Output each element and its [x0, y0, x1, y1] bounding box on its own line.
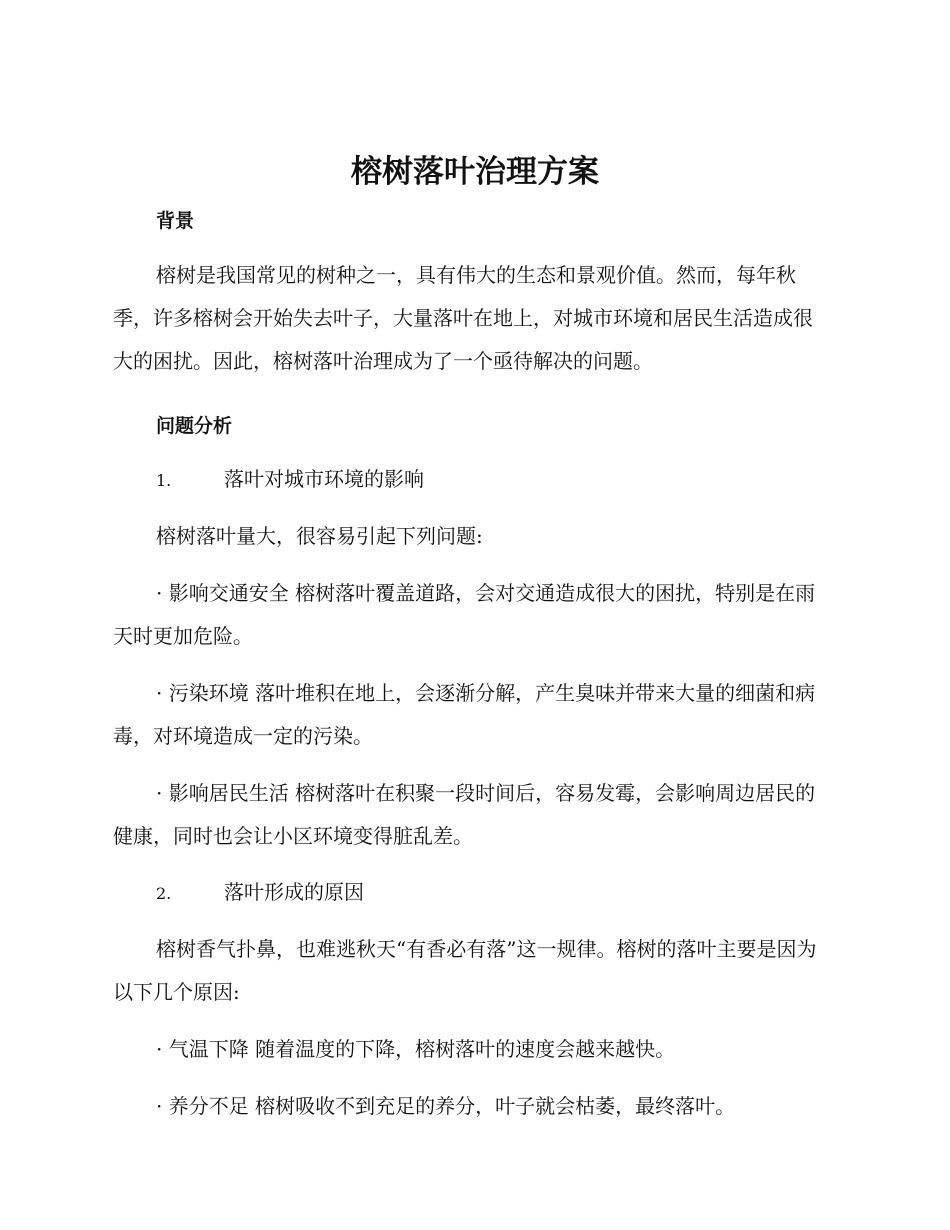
- bullet-environment-pollution: · 污染环境 落叶堆积在地上，会逐渐分解，产生臭味并带来大量的细菌和病毒，对环境造成一定的污染。: [113, 681, 816, 748]
- bullet-temperature-drop: · 气温下降 随着温度的下降，榕树落叶的速度会越来越快。: [156, 1037, 676, 1061]
- document-body: [113, 202, 831, 1128]
- bullet-nutrient-shortage: · 养分不足 榕树吸收不到充足的养分，叶子就会枯萎，最终落叶。: [156, 1094, 736, 1118]
- item-2-intro: 榕树香气扑鼻，也难逃秋天“有香必有落”这一规律。榕树的落叶主要是因为以下几个原因:: [113, 937, 817, 1004]
- bullet-resident-life: · 影响居民生活 榕树落叶在积聚一段时间后，容易发霉，会影响周边居民的健康，同时也会让小区环境变得脏乱差。: [113, 781, 816, 848]
- document-title: 榕树落叶治理方案: [351, 154, 599, 190]
- numbered-item-2-label: 落叶形成的原因: [224, 880, 364, 904]
- item-1-intro: 榕树落叶量大，很容易引起下列问题:: [156, 524, 483, 548]
- numbered-item-2: [113, 872, 831, 914]
- background-paragraph: 榕树是我国常见的树种之一，具有伟大的生态和景观价值。然而，每年秋季，许多榕树会开始失去叶子，大量落叶在地上，对城市环境和居民生活造成很大的困扰。因此，榕树落叶治理成为了一个亟待解决的问题。: [113, 263, 813, 373]
- numbered-item-1: [113, 459, 831, 501]
- numbered-item-2-number: 2.: [156, 884, 172, 903]
- section-heading-background: 背景: [156, 210, 195, 232]
- bullet-traffic-safety: · 影响交通安全 榕树落叶覆盖道路，会对交通造成很大的困扰，特别是在雨天时更加危险。: [113, 581, 816, 648]
- numbered-item-1-label: 落叶对城市环境的影响: [224, 467, 424, 491]
- numbered-item-1-number: 1.: [156, 471, 172, 490]
- section-heading-analysis: 问题分析: [156, 415, 233, 437]
